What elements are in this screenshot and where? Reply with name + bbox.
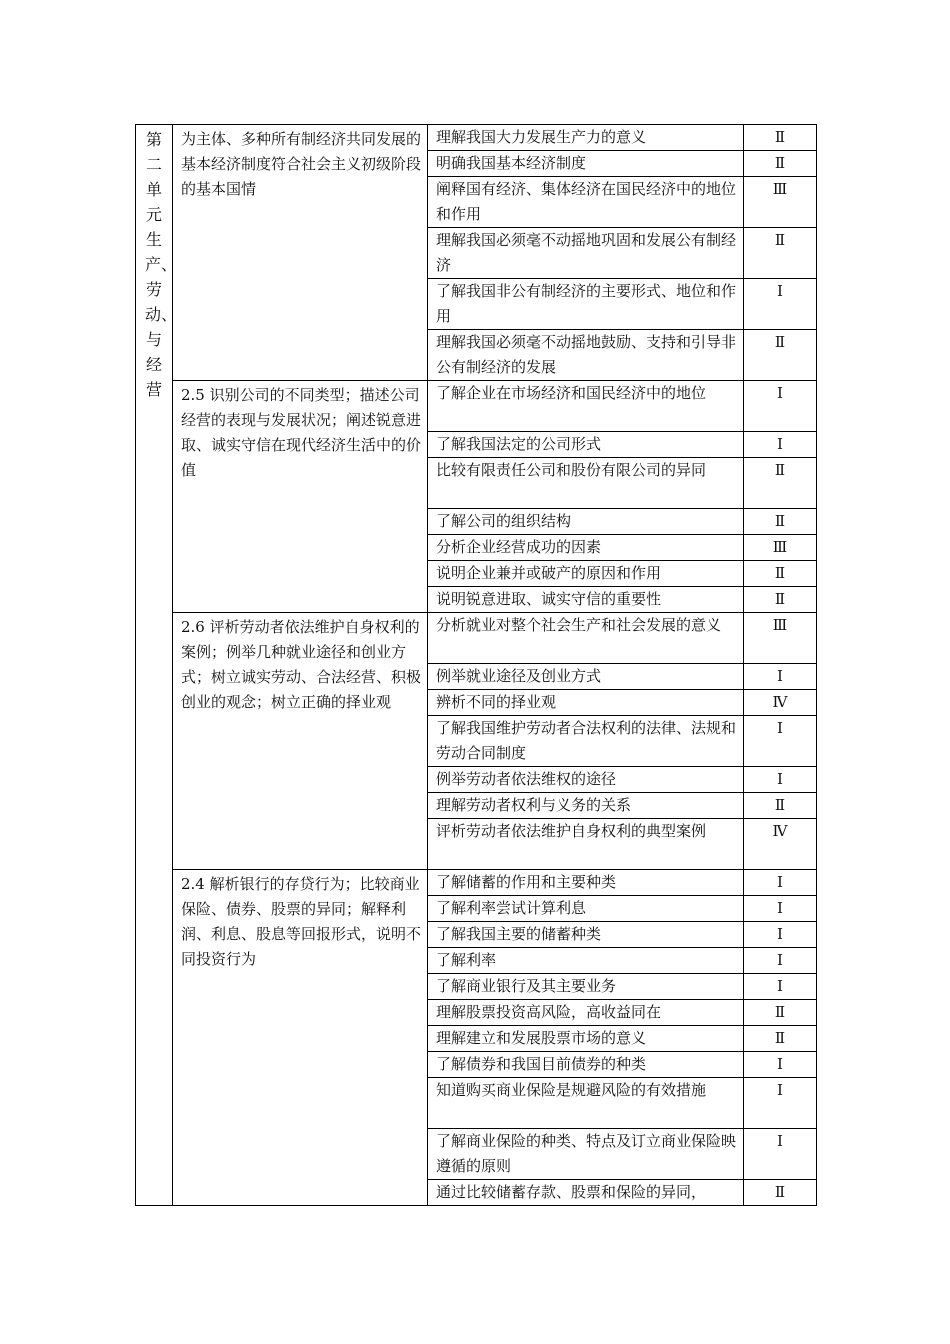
learning-goal-text: 例举就业途径及创业方式 <box>436 667 602 685</box>
learning-goal-text: 比较有限责任公司和股份有限公司的异同 <box>436 461 707 479</box>
learning-goal-text: 理解股票投资高风险，高收益同在 <box>436 1003 662 1021</box>
learning-goal-text: 说明锐意进取、诚实守信的重要性 <box>436 590 662 608</box>
learning-goal-text: 理解我国必须毫不动摇地鼓励、支持和引导非公有制经济的发展 <box>436 333 737 376</box>
level-cell <box>744 458 817 509</box>
level-value: Ⅱ <box>774 461 786 479</box>
learning-goal-cell <box>428 535 744 561</box>
level-value: Ⅰ <box>777 770 783 788</box>
level-value: Ⅱ <box>774 154 786 172</box>
learning-goal-text: 了解利率尝试计算利息 <box>436 899 587 917</box>
learning-goal-text: 了解利率 <box>436 951 497 969</box>
learning-goal-cell <box>428 716 744 767</box>
learning-goal-cell <box>428 1078 744 1129</box>
level-value: Ⅰ <box>777 282 783 300</box>
level-value: Ⅰ <box>777 667 783 685</box>
level-cell <box>744 125 817 151</box>
level-value: Ⅱ <box>774 590 786 608</box>
learning-goal-cell <box>428 767 744 793</box>
learning-goal-cell <box>428 177 744 228</box>
level-cell <box>744 1129 817 1180</box>
learning-goal-text: 理解建立和发展股票市场的意义 <box>436 1029 647 1047</box>
learning-goal-cell <box>428 509 744 535</box>
learning-goal-cell <box>428 458 744 509</box>
content-standard-cell <box>173 125 428 381</box>
learning-goal-cell <box>428 613 744 664</box>
level-value: Ⅰ <box>777 384 783 402</box>
content-standard-cell <box>173 381 428 613</box>
learning-goal-cell <box>428 819 744 870</box>
level-value: Ⅲ <box>772 616 788 634</box>
table-row <box>136 870 817 896</box>
level-cell <box>744 177 817 228</box>
level-cell <box>744 1180 817 1206</box>
level-value: Ⅱ <box>774 564 786 582</box>
learning-goal-text: 了解储蓄的作用和主要种类 <box>436 873 617 891</box>
level-cell <box>744 1000 817 1026</box>
level-cell <box>744 716 817 767</box>
learning-goal-text: 评析劳动者依法维护自身权利的典型案例 <box>436 822 707 840</box>
learning-goal-text: 分析就业对整个社会生产和社会发展的意义 <box>436 616 722 634</box>
content-standard-text: 为主体、多种所有制经济共同发展的基本经济制度符合社会主义初级阶段的基本国情 <box>181 130 422 198</box>
learning-goal-cell <box>428 1129 744 1180</box>
level-cell <box>744 1078 817 1129</box>
level-cell <box>744 561 817 587</box>
learning-goal-text: 通过比较储蓄存款、股票和保险的异同， <box>436 1183 707 1201</box>
learning-goal-text: 了解我国非公有制经济的主要形式、地位和作用 <box>436 282 737 325</box>
level-value: Ⅰ <box>777 435 783 453</box>
learning-goal-text: 了解我国主要的储蓄种类 <box>436 925 602 943</box>
level-value: Ⅱ <box>774 512 786 530</box>
unit-cell <box>136 125 178 1206</box>
level-cell <box>744 690 817 716</box>
level-value: Ⅰ <box>777 719 783 737</box>
learning-goal-cell <box>428 228 744 279</box>
learning-goal-text: 了解债券和我国目前债券的种类 <box>436 1055 647 1073</box>
learning-goal-cell <box>428 690 744 716</box>
level-cell <box>744 432 817 458</box>
learning-goal-cell <box>428 948 744 974</box>
learning-goal-cell <box>428 1052 744 1078</box>
learning-goal-cell <box>428 1180 744 1206</box>
learning-goal-cell <box>428 1000 744 1026</box>
content-standard-text: 2.5 识别公司的不同类型；描述公司经营的表现与发展状况；阐述锐意进取、诚实守信在现代经济生活中的价值 <box>181 386 422 479</box>
level-value: Ⅰ <box>777 977 783 995</box>
level-cell <box>744 974 817 1000</box>
level-cell <box>744 535 817 561</box>
table-row <box>136 125 817 151</box>
level-value: Ⅳ <box>772 822 788 840</box>
level-value: Ⅱ <box>774 128 786 146</box>
level-cell <box>744 767 817 793</box>
level-cell <box>744 664 817 690</box>
level-cell <box>744 613 817 664</box>
table-row <box>136 381 817 432</box>
level-cell <box>744 1052 817 1078</box>
level-value: Ⅰ <box>777 1081 783 1099</box>
level-value: Ⅱ <box>774 1183 786 1201</box>
level-value: Ⅳ <box>772 693 788 711</box>
learning-goal-cell <box>428 1026 744 1052</box>
level-cell <box>744 1026 817 1052</box>
learning-goal-cell <box>428 561 744 587</box>
level-value: Ⅰ <box>777 873 783 891</box>
level-cell <box>744 381 817 432</box>
level-value: Ⅲ <box>772 538 788 556</box>
level-value: Ⅱ <box>774 333 786 351</box>
level-cell <box>744 509 817 535</box>
learning-goal-cell <box>428 793 744 819</box>
learning-goal-cell <box>428 974 744 1000</box>
learning-goal-cell <box>428 279 744 330</box>
content-standard-cell <box>173 613 428 870</box>
level-cell <box>744 330 817 381</box>
level-value: Ⅱ <box>774 231 786 249</box>
learning-goal-cell <box>428 125 744 151</box>
learning-goal-text: 理解我国必须毫不动摇地巩固和发展公有制经济 <box>436 231 737 274</box>
unit-label: 第二单元生产、劳动、与经营 <box>145 130 178 399</box>
level-value: Ⅱ <box>774 1003 786 1021</box>
level-value: Ⅰ <box>777 1132 783 1150</box>
level-value: Ⅰ <box>777 951 783 969</box>
level-cell <box>744 922 817 948</box>
learning-goal-text: 辨析不同的择业观 <box>436 693 557 711</box>
learning-goal-text: 理解我国大力发展生产力的意义 <box>436 128 647 146</box>
learning-goal-cell <box>428 151 744 177</box>
level-value: Ⅰ <box>777 899 783 917</box>
learning-goal-cell <box>428 870 744 896</box>
level-value: Ⅱ <box>774 1029 786 1047</box>
learning-goal-text: 了解公司的组织结构 <box>436 512 572 530</box>
learning-goal-text: 说明企业兼并或破产的原因和作用 <box>436 564 662 582</box>
learning-goal-text: 阐释国有经济、集体经济在国民经济中的地位和作用 <box>436 180 737 223</box>
content-standard-text: 2.6 评析劳动者依法维护自身权利的案例；例举几种就业途径和创业方式；树立诚实劳动、合法经营、积极创业的观念；树立正确的择业观 <box>181 618 422 711</box>
learning-goal-text: 了解商业保险的种类、特点及订立商业保险映遵循的原则 <box>436 1132 737 1175</box>
level-value: Ⅲ <box>772 180 788 198</box>
learning-goal-cell <box>428 432 744 458</box>
level-cell <box>744 896 817 922</box>
learning-goal-text: 了解企业在市场经济和国民经济中的地位 <box>436 384 707 402</box>
level-cell <box>744 870 817 896</box>
learning-goal-text: 理解劳动者权利与义务的关系 <box>436 796 632 814</box>
content-standard-text: 2.4 解析银行的存贷行为；比较商业保险、债券、股票的异同；解释利润、利息、股息等回报形式，说明不同投资行为 <box>181 875 422 968</box>
learning-goal-cell <box>428 922 744 948</box>
level-cell <box>744 279 817 330</box>
learning-goal-text: 了解我国法定的公司形式 <box>436 435 602 453</box>
learning-goal-text: 知道购买商业保险是规避风险的有效措施 <box>436 1081 707 1099</box>
learning-goal-text: 明确我国基本经济制度 <box>436 154 587 172</box>
learning-goal-text: 了解商业银行及其主要业务 <box>436 977 617 995</box>
level-cell <box>744 151 817 177</box>
learning-goal-cell <box>428 896 744 922</box>
level-cell <box>744 228 817 279</box>
learning-goal-cell <box>428 664 744 690</box>
level-cell <box>744 587 817 613</box>
level-cell <box>744 793 817 819</box>
learning-goal-cell <box>428 330 744 381</box>
content-standard-cell <box>173 870 428 1206</box>
learning-goal-cell <box>428 381 744 432</box>
level-value: Ⅰ <box>777 1055 783 1073</box>
learning-goal-text: 分析企业经营成功的因素 <box>436 538 602 556</box>
table-row <box>136 613 817 664</box>
level-value: Ⅱ <box>774 796 786 814</box>
learning-goal-text: 例举劳动者依法维权的途径 <box>436 770 617 788</box>
level-cell <box>744 948 817 974</box>
learning-goal-text: 了解我国维护劳动者合法权利的法律、法规和劳动合同制度 <box>436 719 737 762</box>
level-value: Ⅰ <box>777 925 783 943</box>
curriculum-table <box>135 124 817 1206</box>
learning-goal-cell <box>428 587 744 613</box>
level-cell <box>744 819 817 870</box>
